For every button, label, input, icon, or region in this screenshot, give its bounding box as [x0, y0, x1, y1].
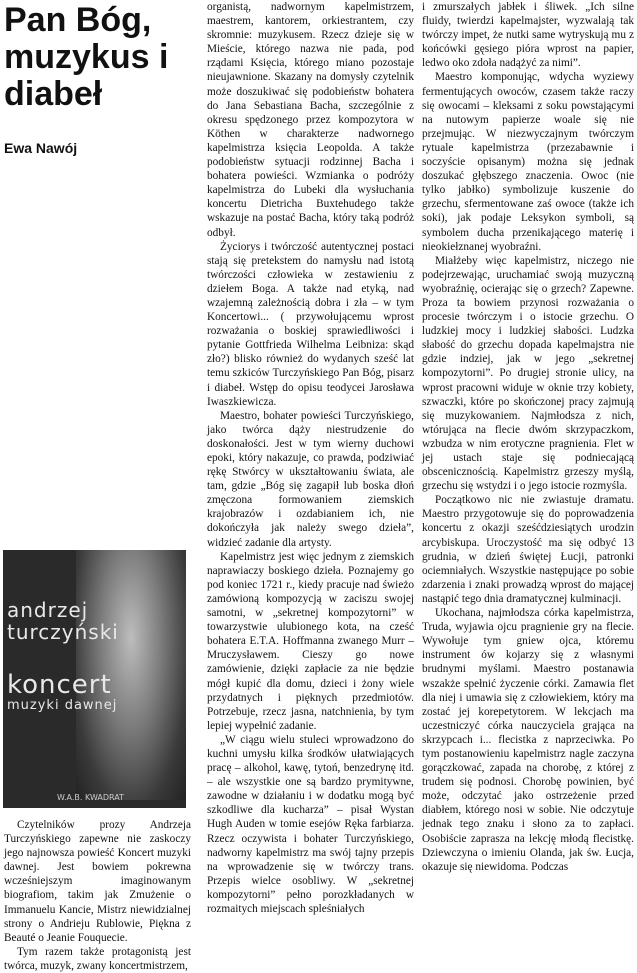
paragraph: organistą, nadwornym kapelmistrzem, maestrem, kantorem, orkiestrantem, czy skromnie: muzykusem. Rzecz dzieje się w Mieście, którego nazwa nie pada, pod rządami Księcia, którego miano pozostaje nieujawnione. Skazany na domysły czytelnik może doszukiwać się podobieństw bohatera do Jana Sebastiana Bacha, szczególnie z okresu spędzonego przez kompozytora w Köthen w charakterze nadwornego kapelmistrza księcia Leopolda. A także podobieństw sytuacji rodzinnej Bacha i bohatera powieści. Wzmianka o podróży kapelmistrza do Lubeki dla wysłuchania koncertu Dietricha Buxtehudego także wskazuje na postać Bacha, który taką podróż odbył. [207, 1, 414, 239]
cover-author-last: turczyński [7, 620, 119, 644]
paragraph: Maestro komponując, wdycha wyziewy fermentujących owoców, czasem także raczy się owocami – kleksami z soku powstającymi na nutowym papierze woale się nie przejmując. W niezwyczajnym twórczym rytuale kapelmistrza (przezabawnie i soczyście opisanym) można się jednak doszukać głębszego znaczenia. Owoc (nie tylko jabłko) symbolizuje kuszenie do grzechu, sfermentowane zaś owoce (także ich soki), jak podaje Leksykon symboli, są symbolem ducha przenikającego materię i nieokiełznanej wyobraźni. [422, 71, 634, 253]
cover-publisher: W.A.B. KWADRAT [57, 793, 125, 802]
paragraph: Czytelników prozy Andrzeja Turczyńskiego zapewne nie zaskoczy jego najnowsza powieść Koncert muzyki dawnej. Jest bowiem pokrewna wcześniejszym imaginowanym biografiom, takim jak Zmużenie o Immanuelu Kancie, Mistrz niewidzialnej strony o Andrieju Rublowie, Piękna z Beauté o Jeanie Fouquecie. [4, 819, 191, 944]
cover-title-2: muzyki dawnej [7, 698, 118, 713]
column-3-text [422, 0, 634, 874]
paragraph: Miałżeby więc kapelmistrz, niczego nie podejrzewając, uruchamiać swoją muzyczną wyobraźnię, ocierając się o grzech? Zapewne. Proza ta bowiem przynosi rozważania o procesie twórczym i o istocie grzechu. O ludzkiej mocy i ludzkiej słabości. Ludzka słabość do grzechu dopada kapelmajstra nie gdzie indziej, jak w jego „sekretnej kompozytorni”. Po drugiej stronie ulicy, na wprost pracowni widuje w oknie trzy kobiety, szwaczki, które po skończonej pracy zajmują się muzykowaniem. Najmłodsza z nich, wtórująca na flecie dwóm skrzypaczkom, wzbudza w nim erotyczne pragnienia. Flet w jej ustach staje się podniecającą obscenicznością. Kapelmistrz grzeszy myślą, grzechu się wstydzi i o jego istocie rozmyśla. [422, 254, 634, 493]
column-2-text [207, 0, 414, 916]
paragraph: „W ciągu wielu stuleci wprowadzono do kuchni umysłu kilka środków ułatwiających pracę – alkohol, kawę, tytoń, benzedrynę itd. – ale wszystkie one są bardzo prymitywne, zawodne w działaniu i w dodatku mogą być szkodliwe dla kucharza” – pisał Wystan Hugh Auden w tomie esejów Ręka farbiarza. Rzecz oczywista i bohater Turczyńskiego, nadworny kapelmistrz ma swój tajny przepis na wprowadzenie się w twórczy trans. Przepis wielce osobliwy. W „sekretnej kompozytorni” pełno porozkładanych w rozmaitych miejscach spleśniałych [207, 733, 414, 915]
paragraph: Początkowo nic nie zwiastuje dramatu. Maestro przygotowuje się do poprowadzenia koncertu z okazji sześćdziesiątych urodzin arcybiskupa. Uroczystość ma się odbyć 13 grudnia, w dzień świętej Łucji, patronki ociemniałych. Wszystkie następujące po sobie zdarzenia i znaki prowadzą wprost do mającej nastąpić tego dnia dramatycznej kulminacji. [422, 494, 634, 605]
cover-title-1: koncert [7, 670, 112, 700]
book-cover-image [3, 550, 186, 808]
paragraph: Kapelmistrz jest więc jednym z ziemskich naprawiaczy boskiego dzieła. Poznajemy go pod koniec 1721 r., kiedy pracuje nad świeżo zamówioną kompozycją w zaciszu swojej samotni, w „sekretnej kompozytorni” w towarzystwie ulubionego kota, na cześć bohatera E.T.A. Hoffmanna zwanego Murr – Mruczysławem. Cieszy go nowe zamówienie, dzięki zapłacie za nie będzie mógł kupić dla domu, dzieci i żony wiele przydatnych i pięknych przedmiotów. Potrzebuje, rzecz jasna, natchnienia, by tym lepiej wypełnić zadanie. [207, 550, 414, 732]
column-1-text [4, 818, 191, 973]
paragraph: Tym razem także protagonistą jest twórca, muzyk, zwany koncertmistrzem, [4, 945, 191, 972]
paragraph: Maestro, bohater powieści Turczyńskiego, jako twórca dąży niestrudzenie do doskonałości. Jest w tym wierny duchowi epoki, który nakazuje, co prawda, podziwiać rękę Stwórcy w ukształtowaniu świata, ale tam, gdzie „Bóg się zagapił lub boska dłoń zmęczona formowaniem ziemskich krajobrazów i ozdabianiem ich, nie dokończyła jak należy swego dzieła”, widzieć zadanie dla artysty. [207, 409, 414, 549]
article-title: Pan Bóg, muzykus i diabeł [4, 1, 169, 113]
paragraph: Życiorys i twórczość autentycznej postaci stają się pretekstem do namysłu nad istotą twórczości człowieka w zestawieniu z dziełem Boga. A także nad etyką, nad wzajemną zależnością dobra i zła – w tym Koncertowi... ( przywołującemu wprost rozważania o boskiej sprawiedliwości i pytanie Gottfrieda Wilhelma Leibniza: skąd zło?) blisko również do wydanych sześć lat temu szkiców Turczyńskiego Pan Bóg, pisarz i diabeł. Wstęp do opisu teodycei Jarosława Iwaszkiewicza. [207, 240, 414, 408]
paragraph: Ukochana, najmłodsza córka kapelmistrza, Truda, wyjawia ojcu pragnienie gry na flecie. Wywołuje tym gniew ojca, któremu instrument ów kojarzy się z własnymi brudnymi myślami. Maestro postanawia wszakże spełnić życzenie córki. Zamawia flet dla niej i umawia się z człowiekiem, który ma zostać jej korepetytorem. W lekcjach ma uczestniczyć córka nauczyciela grająca na skrzypcach i... flecistka z naprzeciwka. Po tym postanowieniu kapelmistrz nagle zaczyna gorączkować, zapada na chorobę, z której z trudem się podnosi. Chorobę powinien, być może, odczytać jako ostrzeżenie przed diabłem, którego nosi w sobie. Nie odczytuje jednak tego znaku i słono za to zapłaci. Osobiście zaprasza na lekcję młodą flecistkę. Dziewczyna o imieniu Olanda, jak św. Łucja, okazuje się niewidoma. Podczas [422, 607, 634, 873]
cover-author-first: andrzej [7, 598, 89, 622]
paragraph: i zmurszałych jabłek i śliwek. „Ich silne fluidy, twierdzi kapelmajster, wyzwalają tak twórczy impet, że nutki same wytryskują mu z końcówki gęsiego pióra wprost na papier, ledwo oko zdoła nadążyć za nimi”. [422, 1, 634, 70]
author-name: Ewa Nawój [4, 140, 78, 156]
